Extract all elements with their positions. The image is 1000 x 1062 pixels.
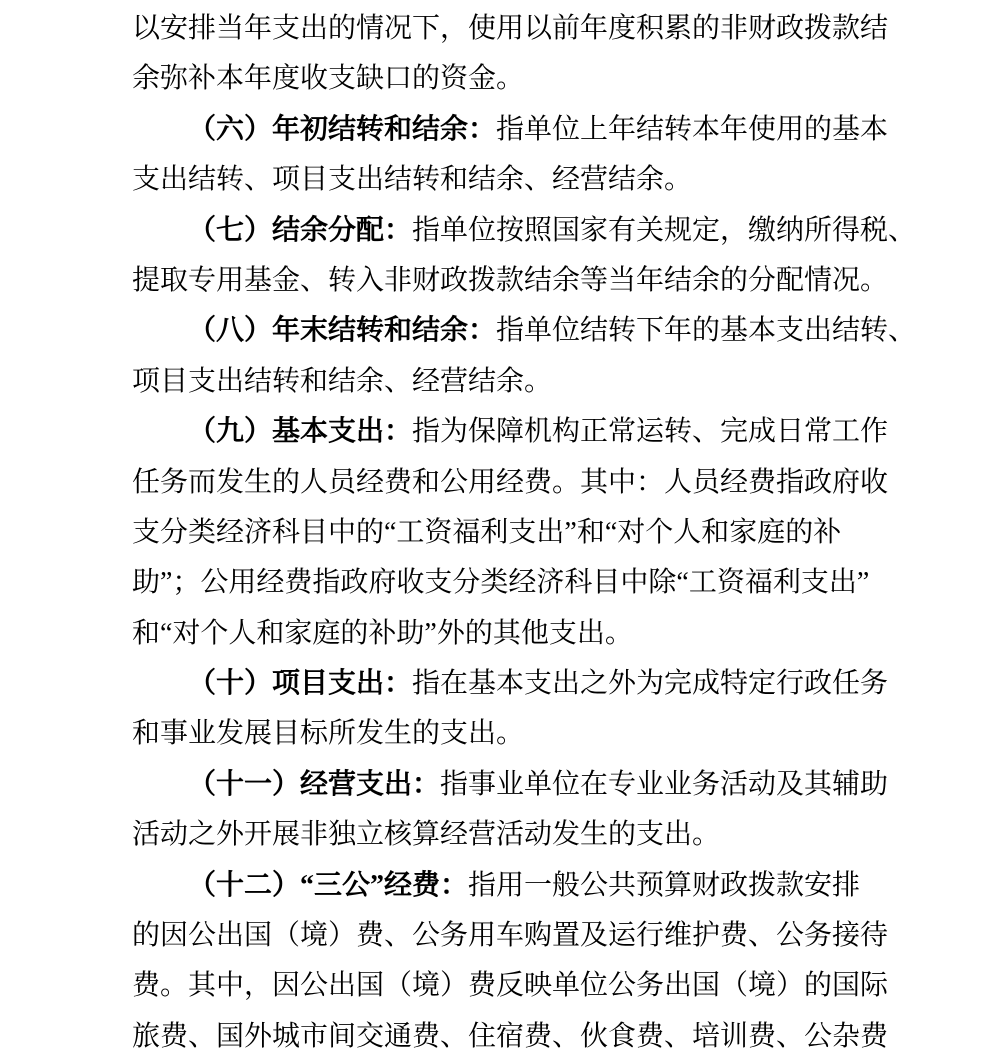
text-line: 以安排当年支出的情况下，使用以前年度积累的非财政拨款结 — [132, 13, 889, 44]
text-line: 余弥补本年度收支缺口的资金。 — [132, 63, 525, 95]
paragraph-heading: （十一）经营支出： — [188, 768, 441, 800]
text-line: （九）基本支出：指为保障机构正常运转、完成日常工作 — [188, 416, 889, 448]
paragraph-heading: （八）年末结转和结余： — [188, 315, 497, 347]
text-line: 的因公出国（境）费、公务用车购置及运行维护费、公务接待 — [132, 920, 889, 952]
text-line: （十二）“三公”经费：指用一般公共预算财政拨款安排 — [188, 869, 861, 901]
paragraph-heading: （十）项目支出： — [188, 668, 413, 700]
text-line: 支出结转、项目支出结转和结余、经营结余。 — [132, 164, 693, 196]
text-line: （七）结余分配：指单位按照国家有关规定，缴纳所得税、 — [188, 214, 917, 246]
text-line: 提取专用基金、转入非财政拨款结余等当年结余的分配情况。 — [132, 264, 889, 296]
text-line: （十一）经营支出：指事业单位在专业业务活动及其辅助 — [188, 768, 889, 800]
text-line: 助”；公用经费指政府收支分类经济科目中除“工资福利支出” — [132, 567, 870, 599]
text-line: 项目支出结转和结余、经营结余。 — [132, 365, 553, 397]
text-line: 任务而发生的人员经费和公用经费。其中：人员经费指政府收 — [132, 466, 889, 498]
text-line: （八）年末结转和结余：指单位结转下年的基本支出结转、 — [188, 315, 917, 347]
text-line: 支分类经济科目中的“工资福利支出”和“对个人和家庭的补 — [132, 516, 842, 548]
paragraph-heading: （七）结余分配： — [188, 214, 413, 246]
text-line: （十）项目支出：指在基本支出之外为完成特定行政任务 — [188, 668, 889, 700]
paragraph-heading: （十二）“三公”经费： — [188, 869, 469, 901]
text-line: 费。其中，因公出国（境）费反映单位公务出国（境）的国际 — [132, 970, 889, 1002]
text-line: 旅费、国外城市间交通费、住宿费、伙食费、培训费、公杂费 — [132, 1020, 889, 1052]
paragraph-heading: （九）基本支出： — [188, 416, 413, 448]
text-line: （六）年初结转和结余：指单位上年结转本年使用的基本 — [188, 113, 889, 145]
text-line: 活动之外开展非独立核算经营活动发生的支出。 — [132, 819, 721, 851]
document-text-block — [132, 4, 922, 1062]
paragraph-heading: （六）年初结转和结余： — [188, 113, 497, 145]
text-line: 和事业发展目标所发生的支出。 — [132, 718, 525, 750]
text-line: 和“对个人和家庭的补助”外的其他支出。 — [132, 617, 633, 649]
